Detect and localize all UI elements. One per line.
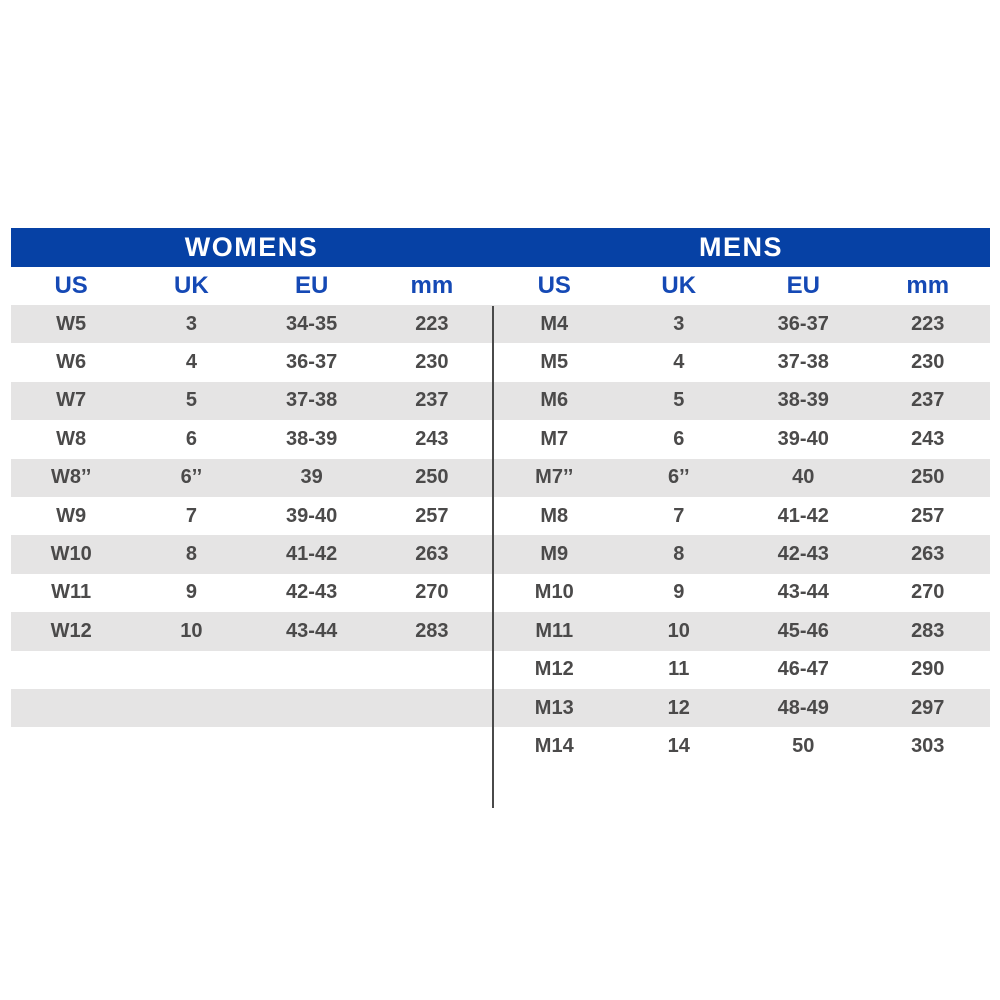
table-cell: 34-35 bbox=[286, 312, 338, 335]
mens-row-cells bbox=[492, 343, 990, 381]
table-cell: 43-44 bbox=[777, 581, 829, 604]
table-cell: 41-42 bbox=[777, 504, 829, 527]
table-row bbox=[11, 535, 990, 573]
table-cell: 43-44 bbox=[286, 619, 338, 642]
mens-row-cells bbox=[492, 459, 990, 497]
table-cell: 50 bbox=[792, 734, 815, 757]
table-cell: 290 bbox=[911, 658, 945, 681]
column-header-cell: UK bbox=[661, 272, 697, 299]
table-cell: M12 bbox=[534, 658, 574, 681]
column-header-cell: US bbox=[537, 272, 571, 299]
table-cell: 250 bbox=[911, 466, 945, 489]
table-cell: W12 bbox=[50, 619, 92, 642]
table-cell: 12 bbox=[667, 696, 690, 719]
column-header-cell: EU bbox=[294, 272, 329, 299]
table-row bbox=[11, 727, 990, 765]
table-cell: 6 bbox=[673, 427, 685, 450]
table-cell: 263 bbox=[415, 543, 449, 566]
column-header-cell: mm bbox=[410, 272, 454, 299]
table-cell: 14 bbox=[667, 734, 690, 757]
table-cell: 36-37 bbox=[286, 351, 338, 374]
table-row bbox=[11, 343, 990, 381]
table-cell bbox=[252, 727, 372, 765]
table-cell bbox=[372, 689, 492, 727]
table-cell: 9 bbox=[185, 581, 197, 604]
womens-row-cells bbox=[11, 459, 492, 497]
table-cell: M4 bbox=[540, 312, 569, 335]
table-cell: 37-38 bbox=[777, 351, 829, 374]
table-cell: 39-40 bbox=[777, 427, 829, 450]
mens-row-cells bbox=[492, 420, 990, 458]
table-cell bbox=[372, 727, 492, 765]
table-cell: 4 bbox=[185, 351, 197, 374]
womens-row-cells bbox=[11, 535, 492, 573]
table-cell bbox=[11, 651, 131, 689]
table-row bbox=[11, 689, 990, 727]
table-cell: 270 bbox=[415, 581, 449, 604]
womens-row-cells bbox=[11, 343, 492, 381]
table-cell: M11 bbox=[535, 619, 574, 642]
mens-row-cells bbox=[492, 497, 990, 535]
table-row bbox=[11, 420, 990, 458]
table-cell: 250 bbox=[415, 466, 449, 489]
table-cell: W8 bbox=[56, 427, 87, 450]
womens-row-cells bbox=[11, 305, 492, 343]
size-chart-table bbox=[11, 228, 990, 766]
table-row bbox=[11, 574, 990, 612]
mens-section-title: MENS bbox=[698, 232, 783, 262]
mens-row-cells bbox=[492, 535, 990, 573]
table-cell: M13 bbox=[534, 696, 574, 719]
table-cell: M7 bbox=[540, 427, 569, 450]
table-cell: 230 bbox=[415, 351, 449, 374]
table-cell: W10 bbox=[50, 543, 92, 566]
table-cell: 8 bbox=[673, 543, 685, 566]
table-cell: 270 bbox=[911, 581, 945, 604]
table-cell: 36-37 bbox=[777, 312, 829, 335]
table-cell: 3 bbox=[185, 312, 197, 335]
column-header-row bbox=[11, 267, 990, 305]
column-header-cell: UK bbox=[174, 272, 209, 299]
table-cell: 223 bbox=[415, 312, 449, 335]
table-cell: M5 bbox=[540, 351, 569, 374]
womens-row-cells bbox=[11, 382, 492, 420]
table-cell: M7’’ bbox=[535, 466, 574, 489]
table-cell bbox=[372, 651, 492, 689]
table-cell: 8 bbox=[185, 543, 197, 566]
table-cell: 42-43 bbox=[777, 543, 829, 566]
table-cell: 3 bbox=[673, 312, 685, 335]
table-cell: 283 bbox=[911, 619, 945, 642]
table-cell: 243 bbox=[415, 427, 449, 450]
table-cell: 237 bbox=[415, 389, 449, 412]
table-cell: 38-39 bbox=[777, 389, 829, 412]
table-cell: 6’’ bbox=[668, 466, 690, 489]
table-cell: 41-42 bbox=[286, 543, 338, 566]
table-cell bbox=[131, 727, 251, 765]
table-row bbox=[11, 459, 990, 497]
table-cell: 48-49 bbox=[777, 696, 829, 719]
table-cell: M8 bbox=[540, 504, 569, 527]
table-cell: 42-43 bbox=[286, 581, 338, 604]
womens-section-title: WOMENS bbox=[184, 232, 319, 262]
column-header-cell: US bbox=[54, 272, 88, 299]
column-header-cell: EU bbox=[786, 272, 820, 299]
womens-column-headers bbox=[11, 267, 492, 305]
womens-row-cells bbox=[11, 689, 492, 727]
womens-row-cells bbox=[11, 612, 492, 650]
table-row bbox=[11, 305, 990, 343]
mens-row-cells bbox=[492, 651, 990, 689]
section-title-bar bbox=[11, 228, 990, 267]
table-row bbox=[11, 651, 990, 689]
womens-row-cells bbox=[11, 497, 492, 535]
table-cell: 243 bbox=[911, 427, 945, 450]
table-cell bbox=[131, 651, 251, 689]
womens-row-cells bbox=[11, 651, 492, 689]
table-cell: 6’’ bbox=[180, 466, 203, 489]
table-cell: 45-46 bbox=[777, 619, 829, 642]
mens-row-cells bbox=[492, 382, 990, 420]
table-cell bbox=[131, 689, 251, 727]
womens-row-cells bbox=[11, 574, 492, 612]
table-cell: 283 bbox=[415, 619, 449, 642]
table-cell: W11 bbox=[51, 581, 92, 604]
table-cell bbox=[252, 651, 372, 689]
table-cell: 257 bbox=[911, 504, 945, 527]
table-cell: 38-39 bbox=[286, 427, 338, 450]
womens-row-cells bbox=[11, 420, 492, 458]
section-divider-line bbox=[492, 306, 494, 808]
table-rows bbox=[11, 267, 990, 766]
table-cell: M6 bbox=[540, 389, 569, 412]
table-cell: 6 bbox=[185, 427, 197, 450]
table-cell bbox=[11, 689, 131, 727]
table-cell: 7 bbox=[185, 504, 197, 527]
table-cell: 7 bbox=[673, 504, 685, 527]
womens-row-cells bbox=[11, 727, 492, 765]
mens-row-cells bbox=[492, 689, 990, 727]
table-cell: 297 bbox=[911, 696, 945, 719]
table-cell: 10 bbox=[180, 619, 203, 642]
table-cell: 10 bbox=[667, 619, 690, 642]
table-cell: W6 bbox=[56, 351, 87, 374]
table-cell: 263 bbox=[911, 543, 945, 566]
table-cell: 39-40 bbox=[286, 504, 338, 527]
table-cell: 230 bbox=[911, 351, 945, 374]
table-cell: 39 bbox=[300, 466, 323, 489]
mens-row-cells bbox=[492, 612, 990, 650]
table-cell: W7 bbox=[56, 389, 87, 412]
table-cell: 40 bbox=[792, 466, 815, 489]
table-cell: 237 bbox=[911, 389, 945, 412]
table-cell: W5 bbox=[56, 312, 87, 335]
mens-row-cells bbox=[492, 574, 990, 612]
table-cell: W9 bbox=[56, 504, 87, 527]
table-cell: M9 bbox=[540, 543, 569, 566]
table-cell: 9 bbox=[673, 581, 685, 604]
column-header-cell: mm bbox=[906, 272, 950, 299]
table-cell: 257 bbox=[415, 504, 449, 527]
table-cell: 4 bbox=[673, 351, 685, 374]
table-row bbox=[11, 497, 990, 535]
table-cell: 5 bbox=[185, 389, 197, 412]
table-cell: 223 bbox=[911, 312, 945, 335]
table-cell: 303 bbox=[911, 734, 945, 757]
table-cell: 37-38 bbox=[286, 389, 338, 412]
table-cell bbox=[252, 689, 372, 727]
table-cell bbox=[11, 727, 131, 765]
table-row bbox=[11, 382, 990, 420]
table-cell: 5 bbox=[673, 389, 685, 412]
mens-column-headers bbox=[492, 267, 990, 305]
mens-row-cells bbox=[492, 727, 990, 765]
table-cell: W8’’ bbox=[50, 466, 92, 489]
table-cell: M14 bbox=[534, 734, 574, 757]
table-cell: 11 bbox=[668, 658, 690, 681]
table-cell: M10 bbox=[534, 581, 574, 604]
table-row bbox=[11, 612, 990, 650]
table-cell: 46-47 bbox=[777, 658, 829, 681]
mens-row-cells bbox=[492, 305, 990, 343]
